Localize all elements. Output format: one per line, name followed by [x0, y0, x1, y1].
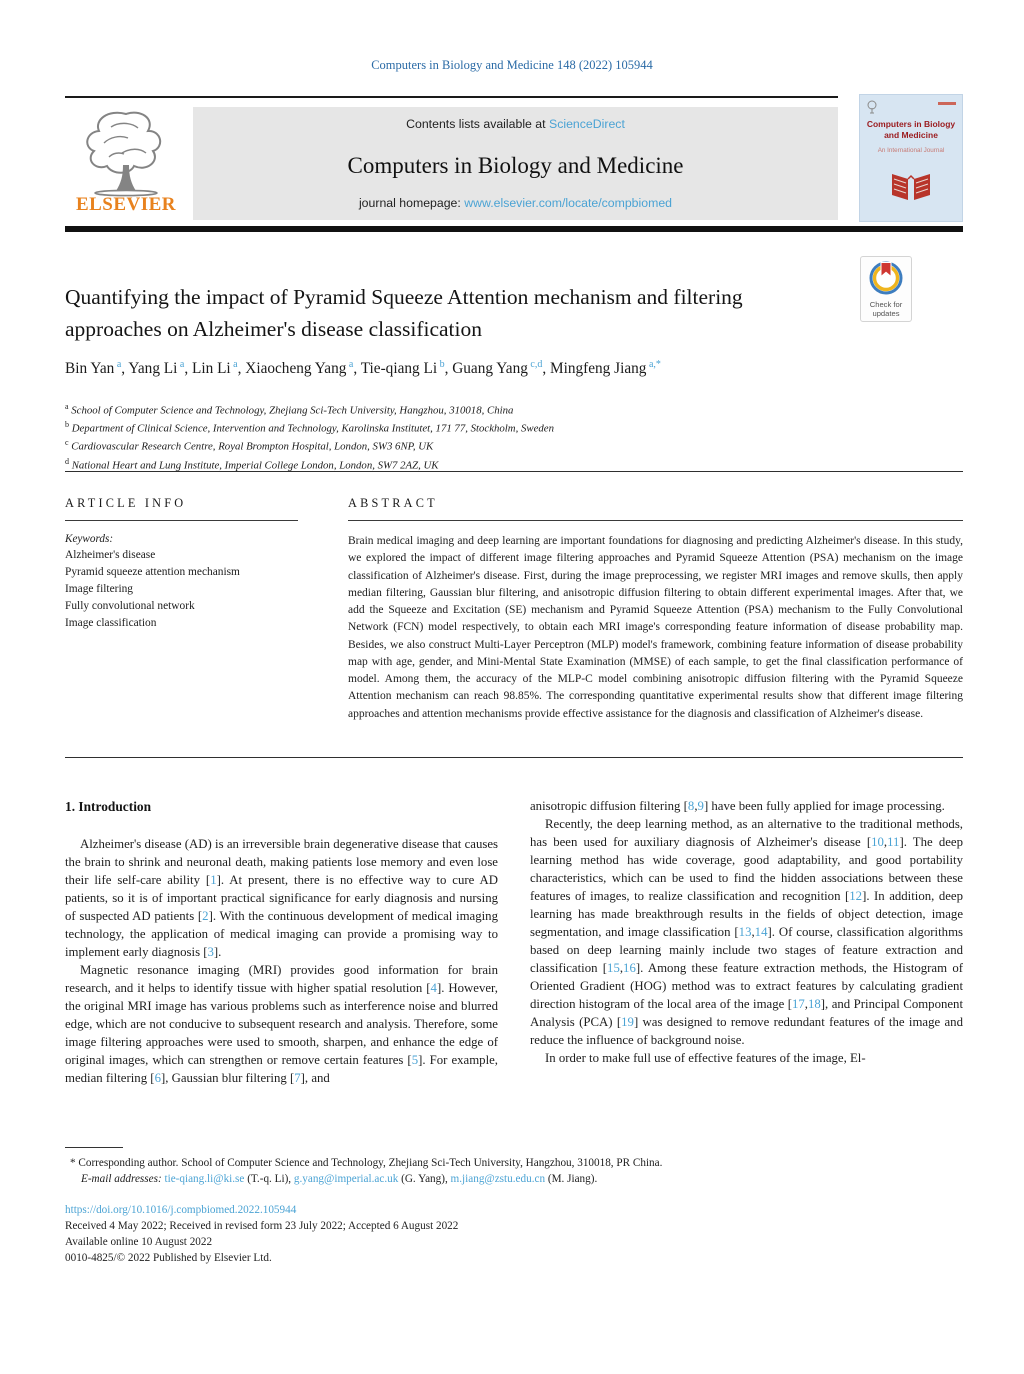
- author-affiliation-sup[interactable]: a: [114, 359, 122, 370]
- citation-ref[interactable]: 3: [207, 945, 214, 960]
- citation-ref[interactable]: 19: [621, 1015, 634, 1030]
- cover-subtitle: An International Journal: [877, 147, 945, 155]
- body-paragraph: Alzheimer's disease (AD) is an irreversible brain degenerative disease that causes the brain to shrink and neuronal death, making patients lose memory and even lose their life self-care ability [1]. At present, there is no effective way to cure AD patients, so it is of important practical significance for early diagnosis and nursing of suspected AD patients [2]. With the continuous development of medical imaging technology, the application of medical imaging can provide a promising way to implement early diagnosis [3].: [65, 837, 498, 960]
- citation-ref[interactable]: 17: [792, 997, 805, 1012]
- doi-line: [65, 1202, 963, 1218]
- email-links: tie-qiang.li@ki.se (T.-q. Li), g.yang@imperial.ac.uk (G. Yang), m.jiang@zstu.edu.cn (M. Jiang).: [164, 1173, 598, 1185]
- homepage-link[interactable]: www.elsevier.com/locate/compbiomed: [464, 196, 673, 210]
- author: Tie-qiang Li $^b$: [360, 359, 445, 378]
- homepage-label: journal homepage:: [358, 196, 461, 210]
- author-affiliation-sup[interactable]: a: [230, 359, 238, 370]
- author: Lin Li $^a$: [192, 359, 238, 378]
- citation-ref[interactable]: 12: [849, 889, 863, 904]
- elsevier-wordmark: ELSEVIER: [75, 194, 177, 215]
- corresponding-text: Corresponding author. School of Computer Science and Technology, Zhejiang Sci-Tech University, Hangzhou, 310018, PR China.: [78, 1157, 663, 1169]
- journal-title: Computers in Biology and Medicine: [347, 153, 684, 178]
- keyword: Pyramid squeeze attention mechanism: [65, 566, 240, 579]
- banner-bottom-bar: [65, 226, 963, 232]
- article-title: Quantifying the impact of Pyramid Squeeze Attention mechanism and filtering approaches on Alzheimer's disease classification: [65, 285, 743, 342]
- abstract-column: [348, 496, 963, 723]
- keywords-list: [65, 547, 298, 633]
- contents-label: Contents lists available at: [406, 117, 546, 131]
- body-paragraph: anisotropic diffusion filtering [8,9] have been fully applied for image processing.: [530, 799, 945, 813]
- author-list: Bin Yan $^a$, Yang Li $^a$, Lin Li $^a$, Xiaocheng Yang $^a$, Tie-qiang Li $^b$, Guang Yang $^{c,d}$, Mingfeng Jiang $^{a,*}$: [65, 359, 661, 378]
- affiliation-sup: b: [65, 420, 69, 430]
- keywords-label: Keywords:: [65, 533, 114, 545]
- affiliation-sup: c: [65, 438, 69, 448]
- doi-link[interactable]: https://doi.org/10.1016/j.compbiomed.2022.105944: [65, 1204, 297, 1216]
- abstract-bottom-divider: [65, 757, 963, 758]
- author-affiliation-sup[interactable]: a,*: [646, 359, 661, 370]
- affiliation-sup: a: [65, 402, 69, 411]
- citation-ref[interactable]: 2: [202, 909, 209, 924]
- author: Yang Li $^a$: [128, 359, 185, 378]
- journal-cover-thumbnail[interactable]: [859, 94, 963, 222]
- keyword: Image classification: [65, 617, 157, 630]
- introduction-heading: 1. Introduction: [65, 799, 152, 814]
- body-paragraph: In order to make full use of effective features of the image, El-: [545, 1051, 866, 1066]
- cover-book-icon: [888, 164, 934, 202]
- affiliation-list: [65, 400, 963, 473]
- citation-ref[interactable]: 7: [294, 1071, 301, 1086]
- citation-ref[interactable]: 15: [607, 961, 620, 976]
- corresponding-author-note: [65, 1155, 963, 1171]
- body-left-column: [65, 797, 498, 1087]
- footnote-star: *: [70, 1157, 76, 1169]
- left-paragraphs: [65, 835, 498, 1087]
- article-info-rule: [65, 520, 298, 521]
- issn-line: 0010-4825/© 2022 Published by Elsevier Ltd.: [65, 1252, 272, 1264]
- author: Bin Yan $^a$: [65, 359, 122, 378]
- inline-link[interactable]: g.yang@imperial.ac.uk: [293, 1173, 399, 1185]
- citation-ref[interactable]: 18: [808, 997, 821, 1012]
- citation-ref[interactable]: 8: [687, 799, 695, 813]
- footnote-rule: [65, 1147, 123, 1148]
- affiliation-text: National Heart and Lung Institute, Imperial College London, London, SW7 2AZ, UK: [69, 459, 439, 472]
- citation-ref[interactable]: 5: [411, 1053, 419, 1068]
- citation-ref[interactable]: 9: [697, 799, 704, 813]
- check-updates-label: Check for updates: [869, 300, 903, 319]
- email-addresses-note: [65, 1171, 963, 1187]
- author: Mingfeng Jiang $^{a,*}$: [549, 359, 661, 378]
- contents-line: [193, 107, 838, 131]
- author: Xiaocheng Yang $^a$: [245, 359, 354, 378]
- citation-ref[interactable]: 13: [738, 925, 752, 940]
- citation-ref[interactable]: 11: [887, 835, 900, 850]
- keyword: Image filtering: [65, 583, 133, 596]
- citation-ref[interactable]: 6: [154, 1071, 161, 1086]
- citation-ref[interactable]: 14: [754, 925, 768, 940]
- body-paragraph: Magnetic resonance imaging (MRI) provides good information for brain research, and it helps to identify tissue with higher spatial resolution [4]. However, the original MRI image has various problems such as interference noise and blurred edge, which are not conducive to subsequent research and analysis. Therefore, some image filtering approaches were used to smooth, sharpen, and enhance the edge of original images, which can strengthen or remove certain features [5]. For example, median filtering [6], Gaussian blur filtering [7], and: [65, 963, 499, 1086]
- abstract-rule: [348, 520, 963, 521]
- body-right-column: [530, 797, 963, 1087]
- inline-link[interactable]: m.jiang@zstu.edu.cn: [450, 1173, 546, 1185]
- right-paragraphs: [530, 797, 963, 1067]
- page-footer: [65, 1147, 963, 1266]
- article-info-column: [65, 496, 298, 723]
- affiliation-sup: d: [65, 456, 69, 466]
- affiliation: [65, 436, 963, 454]
- header-rule: [65, 96, 838, 98]
- affiliation: [65, 418, 963, 436]
- keyword: Fully convolutional network: [65, 600, 195, 613]
- sciencedirect-link[interactable]: ScienceDirect: [549, 117, 625, 131]
- article-body: [65, 797, 963, 1087]
- cover-title: Computers in Biology and Medicine: [866, 119, 956, 140]
- citation-ref[interactable]: 16: [623, 961, 636, 976]
- affiliation-text: Cardiovascular Research Centre, Royal Brompton Hospital, London, SW3 6NP, UK: [68, 440, 434, 453]
- citation-ref[interactable]: 10: [871, 835, 884, 850]
- crossmark-icon: [868, 259, 904, 295]
- body-paragraph: Recently, the deep learning method, as an alternative to the traditional methods, has been used for auxiliary diagnosis of Alzheimer's disease [10,11]. The deep learning method has wide coverage, good adaptability, and good portability characteristics, which can be used to find the hidden associations between these features of images, to realize classification and recognition [12]. In addition, deep learning has made breakthrough results in the fields of object detection, image segmentation, and image classification [13,14]. Of course, classification algorithms based on deep learning mainly include two stages of feature extraction and classification [15,16]. Among these feature extraction methods, the Histogram of Oriented Gradient (HOG) method was to extract features by calculating gradient direction histogram of the local area of the image [17,18], and Principal Component Analysis (PCA) [19] was designed to remove redundant features of the image and reduce the influence of background noise.: [530, 817, 964, 1048]
- author-affiliation-sup[interactable]: b: [437, 359, 445, 370]
- author-affiliation-sup[interactable]: a: [177, 359, 185, 370]
- author: Guang Yang $^{c,d}$: [452, 359, 543, 378]
- affiliation: [65, 400, 963, 418]
- info-abstract-section: [65, 496, 963, 723]
- affiliation-text: Department of Clinical Science, Intervention and Technology, Karolinska Institutet, 171 77, Stockholm, Sweden: [69, 422, 554, 435]
- cover-issn-mark: [938, 102, 956, 105]
- abstract-text: Brain medical imaging and deep learning are important foundations for diagnosing and predicting Alzheimer's disease. In this study, we explored the impact of different image filtering approaches and Pyramid Squeeze Attention (PSA) mechanism on the image classification of Alzheimer's disease. First, during the image preprocessing, we register MRI images and remove skulls, then apply median filtering, Gaussian blur filtering, and anisotropic diffusion filtering to obtain different experimental images. After that, we add the Squeeze and Excitation (SE) mechanism and Pyramid Squeeze Attention (PSA) mechanism to the Fully Convolutional Network (FCN) model respectively, to obtain each MRI image's corresponding feature information of disease probability map. Besides, we also construct Multi-Layer Perceptron (MLP) model's framework, combining feature information of disease probability map with age, gender, and Mini-Mental State Examination (MMSE) of each sample, to get the final classification performance of model. Among them, the accuracy of the MLP-C model combining anisotropic diffusion filtering with the Pyramid Squeeze Attention mechanism can reach 98.85%. The corresponding quantitative experimental results show that different image filtering approaches and attention mechanisms provide effective assistance for the diagnosis and classification of Alzheimer's disease.: [348, 535, 963, 720]
- article-info-heading: ARTICLE INFO: [65, 496, 187, 510]
- section-divider: [65, 471, 963, 472]
- email-label: E-mail addresses:: [81, 1173, 162, 1185]
- citation-ref[interactable]: 4: [430, 981, 437, 996]
- available-online-line: Available online 10 August 2022: [65, 1236, 213, 1248]
- journal-banner: [65, 107, 838, 220]
- elsevier-tree-icon: [74, 107, 178, 197]
- check-for-updates-badge[interactable]: [860, 256, 912, 322]
- abstract-heading: ABSTRACT: [348, 496, 438, 510]
- banner-center: [193, 107, 838, 220]
- elsevier-logo[interactable]: [65, 107, 187, 220]
- author-affiliation-sup[interactable]: a: [346, 359, 354, 370]
- affiliation-text: School of Computer Science and Technology, Zhejiang Sci-Tech University, Hangzhou, 310018, China: [68, 404, 514, 417]
- homepage-line: [193, 196, 838, 210]
- journal-citation: Computers in Biology and Medicine 148 (2022) 105944: [371, 58, 653, 72]
- inline-link[interactable]: tie-qiang.li@ki.se: [164, 1173, 245, 1185]
- keyword: Alzheimer's disease: [65, 549, 156, 561]
- citation-ref[interactable]: 1: [210, 873, 217, 888]
- received-line: Received 4 May 2022; Received in revised form 23 July 2022; Accepted 6 August 2022: [65, 1220, 459, 1232]
- author-affiliation-sup[interactable]: c,d: [527, 359, 543, 370]
- cover-tree-icon: [866, 100, 878, 114]
